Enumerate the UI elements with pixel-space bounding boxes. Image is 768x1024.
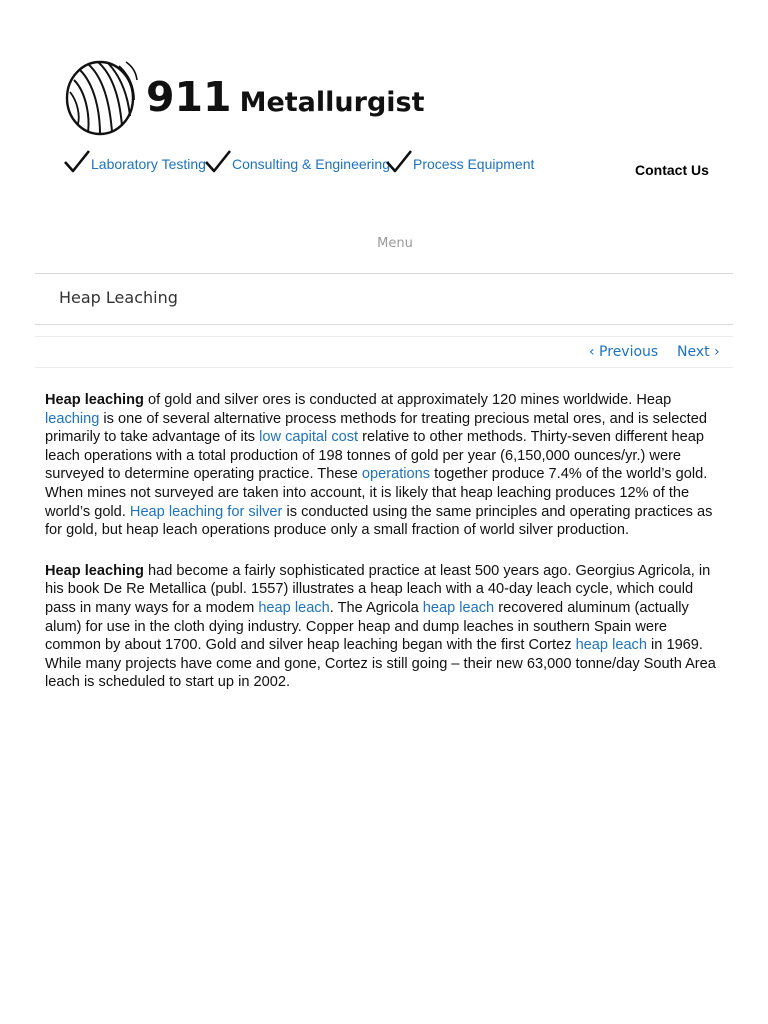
inline-link[interactable]: operations bbox=[361, 466, 431, 483]
previous-link[interactable]: ‹ Previous bbox=[589, 344, 659, 360]
logo-word: Metallurgist bbox=[239, 87, 425, 118]
checkmark-icon bbox=[385, 148, 413, 174]
logo-number: 911 bbox=[146, 73, 232, 121]
inline-link[interactable]: leaching bbox=[45, 410, 100, 427]
article-paragraph bbox=[45, 391, 725, 540]
checkmark-icon bbox=[204, 148, 232, 174]
service-link-consulting-engineering[interactable]: Consulting & Engineering bbox=[232, 156, 390, 172]
divider bbox=[35, 273, 733, 274]
page-title: Heap Leaching bbox=[59, 288, 178, 307]
bold-term: Heap leaching bbox=[45, 562, 144, 579]
service-link-process-equipment[interactable]: Process Equipment bbox=[413, 156, 535, 172]
article-body bbox=[45, 391, 725, 714]
divider bbox=[35, 324, 733, 325]
inline-link[interactable]: heap leach bbox=[422, 599, 495, 616]
service-consulting-engineering[interactable] bbox=[204, 148, 390, 174]
body-text: . The Agricola bbox=[329, 599, 423, 616]
site-logo[interactable] bbox=[64, 58, 425, 136]
body-text: is one of several alternative process methods for treating precious metal ores, and is selected primarily to take advantage of its bbox=[45, 410, 707, 446]
inline-link[interactable]: low capital cost bbox=[259, 429, 359, 446]
inline-link[interactable]: heap leach bbox=[575, 637, 647, 654]
divider bbox=[35, 367, 733, 368]
next-link[interactable]: Next › bbox=[677, 344, 720, 360]
divider bbox=[35, 336, 733, 337]
inline-link[interactable]: heap leach bbox=[258, 599, 330, 616]
bold-term: Heap leaching bbox=[45, 392, 144, 408]
body-text: in 1969. While many projects have come and gone, Cortez is still going – their new 63,000 tonne/day South Area leach is scheduled to start up in 2002. bbox=[45, 637, 716, 691]
body-text: recovered aluminum (actually alum) for use in the cloth dying industry. Copper heap and dump leaches in southern Spain were common by about 1700. Gold and silver heap leaching began with the first Cortez bbox=[45, 599, 689, 654]
checkmark-icon bbox=[63, 148, 91, 174]
body-text: is conducted using the same principles and operating practices as for gold, but heap leach operations produce only a small fraction of world silver production. bbox=[45, 503, 713, 539]
wire-ball-logo-icon bbox=[64, 58, 140, 136]
service-process-equipment[interactable] bbox=[385, 148, 534, 174]
body-text: had become a fairly sophisticated practice at least 500 years ago. Georgius Agricola, in his book De Re Metallica (publ. 1557) illustrates a heap leach with a 40-day leach cycle, which could pass in many ways for a modem bbox=[45, 562, 711, 616]
contact-us-link[interactable]: Contact Us bbox=[635, 162, 709, 178]
article-paragraph bbox=[45, 562, 725, 692]
body-text: relative to other methods. Thirty-seven different heap leach operations with a total production of 198 tonnes of gold per year (6,150,000 ounces/yr.) were surveyed to determine operating practice. These bbox=[45, 429, 704, 483]
body-text: of gold and silver ores is conducted at approximately 120 mines worldwide. Heap bbox=[143, 392, 672, 408]
menu-toggle[interactable]: Menu bbox=[377, 236, 413, 251]
logo-wordmark bbox=[146, 73, 425, 121]
service-link-laboratory-testing[interactable]: Laboratory Testing bbox=[91, 156, 206, 172]
service-laboratory-testing[interactable] bbox=[63, 148, 206, 174]
inline-link[interactable]: Heap leaching for silver bbox=[129, 503, 283, 520]
body-text: together produce 7.4% of the world’s gold. When mines not surveyed are taken into account, it is likely that heap leaching produces 12% of the world’s gold. bbox=[45, 466, 708, 520]
